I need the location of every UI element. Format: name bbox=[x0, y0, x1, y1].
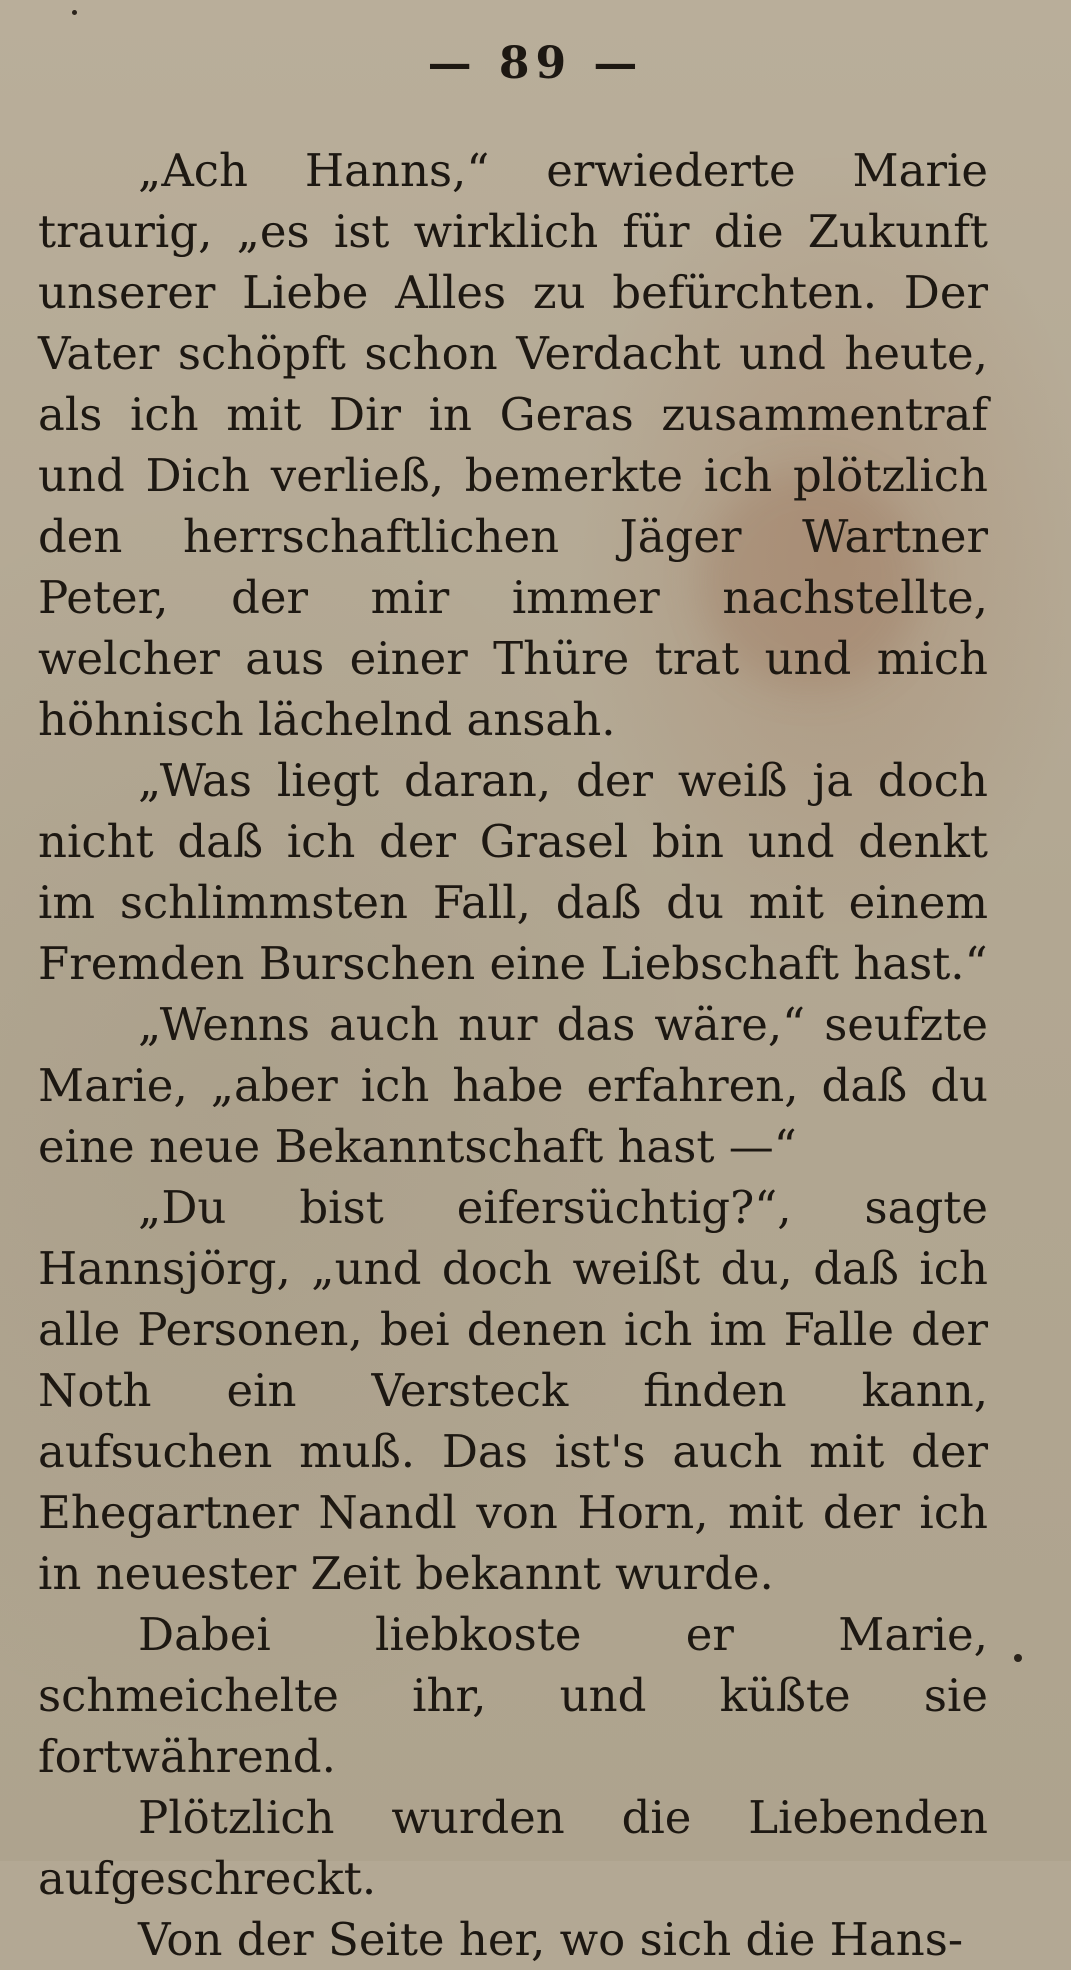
paragraph: „Was liegt daran, der weiß ja doch nicht daß ich der Grasel bin und denkt im schlimmsten Fall, daß du mit einem Fremden Burschen eine Liebschaft hast.“ bbox=[38, 754, 988, 990]
body-text bbox=[38, 140, 988, 1970]
paragraph: „Ach Hanns,“ erwiederte Marie traurig, „es ist wirklich für die Zukunft unserer Liebe Alles zu befürchten. Der Vater schöpft schon Verdacht und heute, als ich mit Dir in Geras zusammentraf und Dich verließ, bemerkte ich plötzlich den herrschaftlichen Jäger Wartner Peter, der mir immer nachstellte, welcher aus einer Thüre trat und mich höhnisch lächelnd ansah. bbox=[38, 144, 988, 746]
paragraph: Von der Seite her, wo sich die Hans- bbox=[138, 1913, 964, 1966]
paragraph: „Du bist eifersüchtig?“, sagte Hannsjörg, „und doch weißt du, daß ich alle Personen, bei denen ich im Falle der Noth ein Versteck finden kann, aufsuchen muß. Das ist's auch mit der Ehegartner Nandl von Horn, mit der ich in neuester Zeit bekannt wurde. bbox=[38, 1181, 988, 1600]
page-number: — 89 — bbox=[427, 38, 644, 89]
paragraph: Plötzlich wurden die Liebenden aufgeschreckt. bbox=[38, 1791, 988, 1905]
paragraph: „Wenns auch nur das wäre,“ seufzte Marie, „aber ich habe erfahren, daß du eine neue Bekanntschaft hast —“ bbox=[38, 998, 988, 1173]
ink-speck bbox=[1014, 1654, 1022, 1662]
paragraph: Dabei liebkoste er Marie, schmeichelte ihr, und küßte sie fortwährend. bbox=[38, 1608, 988, 1783]
ink-speck bbox=[72, 10, 77, 15]
